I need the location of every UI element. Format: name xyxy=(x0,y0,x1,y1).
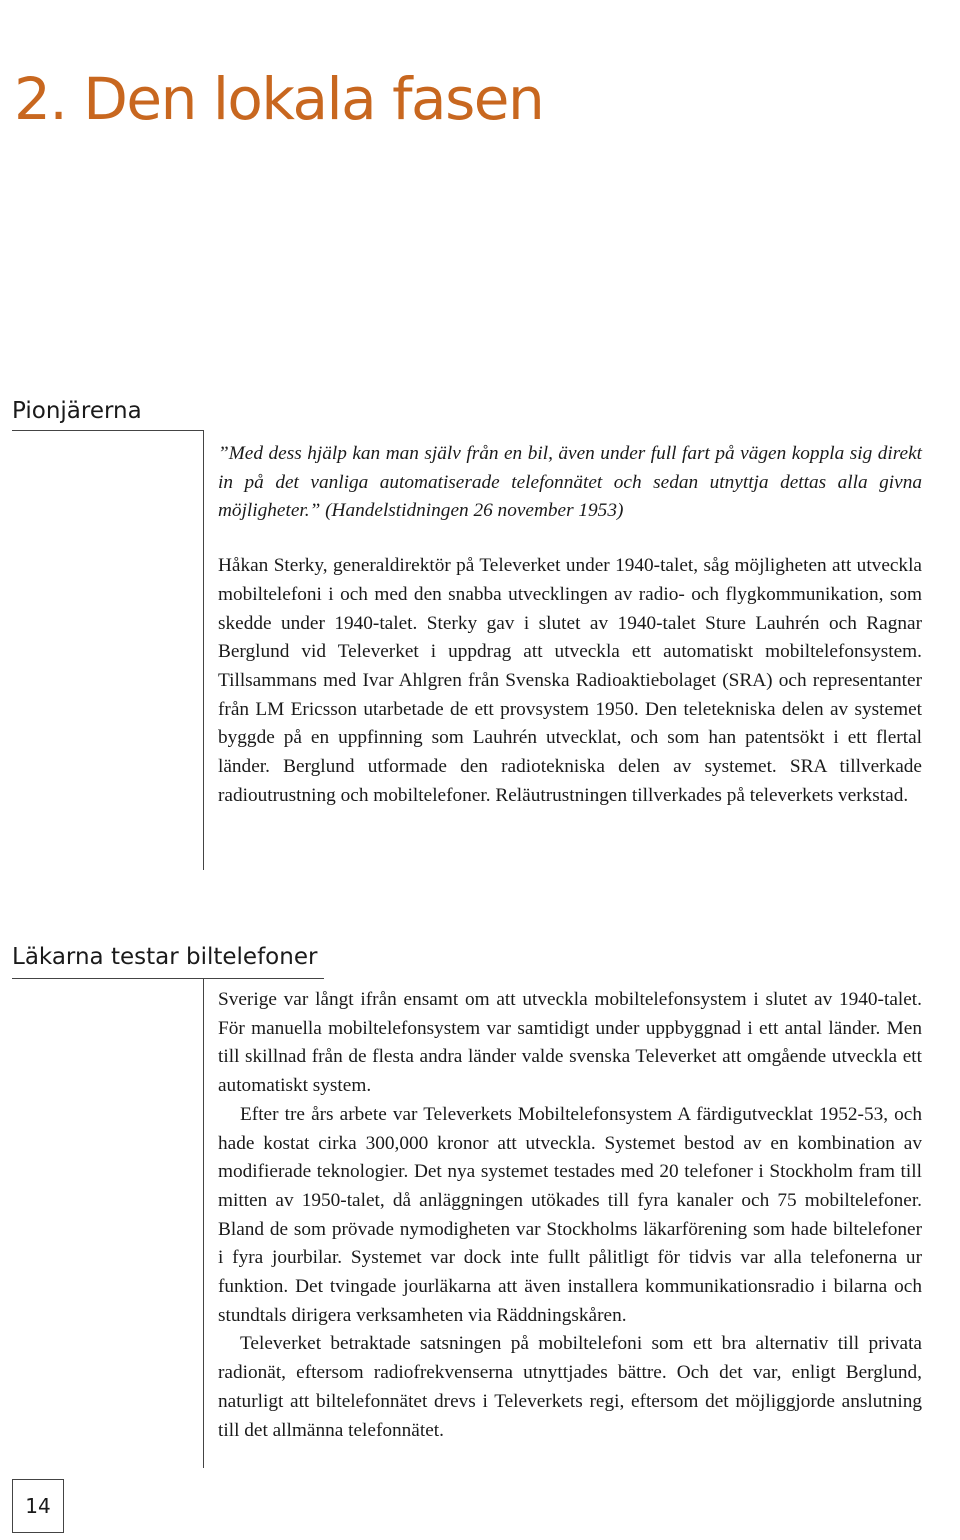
page-number: 14 xyxy=(12,1479,64,1533)
section-rule-vertical xyxy=(203,430,204,870)
section-heading-lakarna: Läkarna testar biltelefoner xyxy=(12,944,318,970)
paragraph: Televerket betraktade satsningen på mobiltelefoni som ett bra alternativ till privata radionät, eftersom radiofrekvenserna utnyttjades bättre. Och det var, enligt Berglund, naturligt att biltelefonnätet drevs i Televerkets regi, eftersom det möjliggjorde anslutning till det allmänna telefonnätet. xyxy=(218,1333,922,1441)
paragraph: Sverige var långt ifrån ensamt om att utveckla mobiltelefonsystem i slutet av 1940-talet. För manuella mobiltelefonsystem var samtidigt under uppbyggnad i ett antal länder. Men till skillnad från de flesta andra länder valde svenska Televerket att omgående utveckla ett automatiskt system. xyxy=(218,989,922,1097)
section-body-pionjarerna xyxy=(218,440,922,810)
section-heading-pionjarerna: Pionjärerna xyxy=(12,398,142,424)
section-rule-horizontal xyxy=(12,430,204,431)
chapter-title: 2. Den lokala fasen xyxy=(14,65,544,133)
section-body-lakarna xyxy=(218,986,922,1445)
section-rule-horizontal xyxy=(12,978,324,979)
paragraph: Efter tre års arbete var Televerkets Mobiltelefonsystem A färdigutvecklat 1952-53, och hade kostat cirka 300,000 kronor att utveckla. Systemet bestod av en kombination av modifierade teknologier. Det nya systemet testades med 20 telefoner i Stockholm fram till mitten av 1950-talet, då anläggningen utökades till fyra kanaler och 75 mobiltelefoner. Bland de som prövade nymodigheten var Stockholms läkarförening som hade biltelefoner i fyra jourbilar. Systemet var dock inte fullt pålitligt för tidvis var alla telefonerna ur funktion. Det tvingade jourläkarna att även installera kommunikationsradio i bilarna och stundtals dirigera verksamheten via Räddningskåren. xyxy=(218,1103,922,1326)
section-rule-vertical xyxy=(203,978,204,1468)
paragraph: Håkan Sterky, generaldirektör på Televerket under 1940-talet, såg möjligheten att utveckla mobiltelefoni i och med den snabba utvecklingen av radio- och flygkommunikation, som skedde under 1940-talet. Sterky gav i slutet av 1940-talet Sture Lauhrén och Ragnar Berglund vid Televerket i uppdrag att utveckla ett automatiskt mobiltelefonsystem. Tillsammans med Ivar Ahlgren från Svenska Radioaktiebolaget (SRA) och representanter från LM Ericsson utarbetade de ett provsystem 1950. Den teletekniska delen av systemet byggde på en uppfinning som Lauhrén utvecklat, och som han patentsökt i ett flertal länder. Berglund utformade den radiotekniska delen av systemet. SRA tillverkade radioutrustning och mobiltelefoner. Reläutrustningen tillverkades på televerkets verkstad. xyxy=(218,555,922,806)
quote: ”Med dess hjälp kan man själv från en bil, även under full fart på vägen koppla sig direkt in på det vanliga automatiserade telefonnätet och sedan utnyttja dettas alla givna möjligheter.” (Handelstidningen 26 november 1953) xyxy=(218,443,922,522)
